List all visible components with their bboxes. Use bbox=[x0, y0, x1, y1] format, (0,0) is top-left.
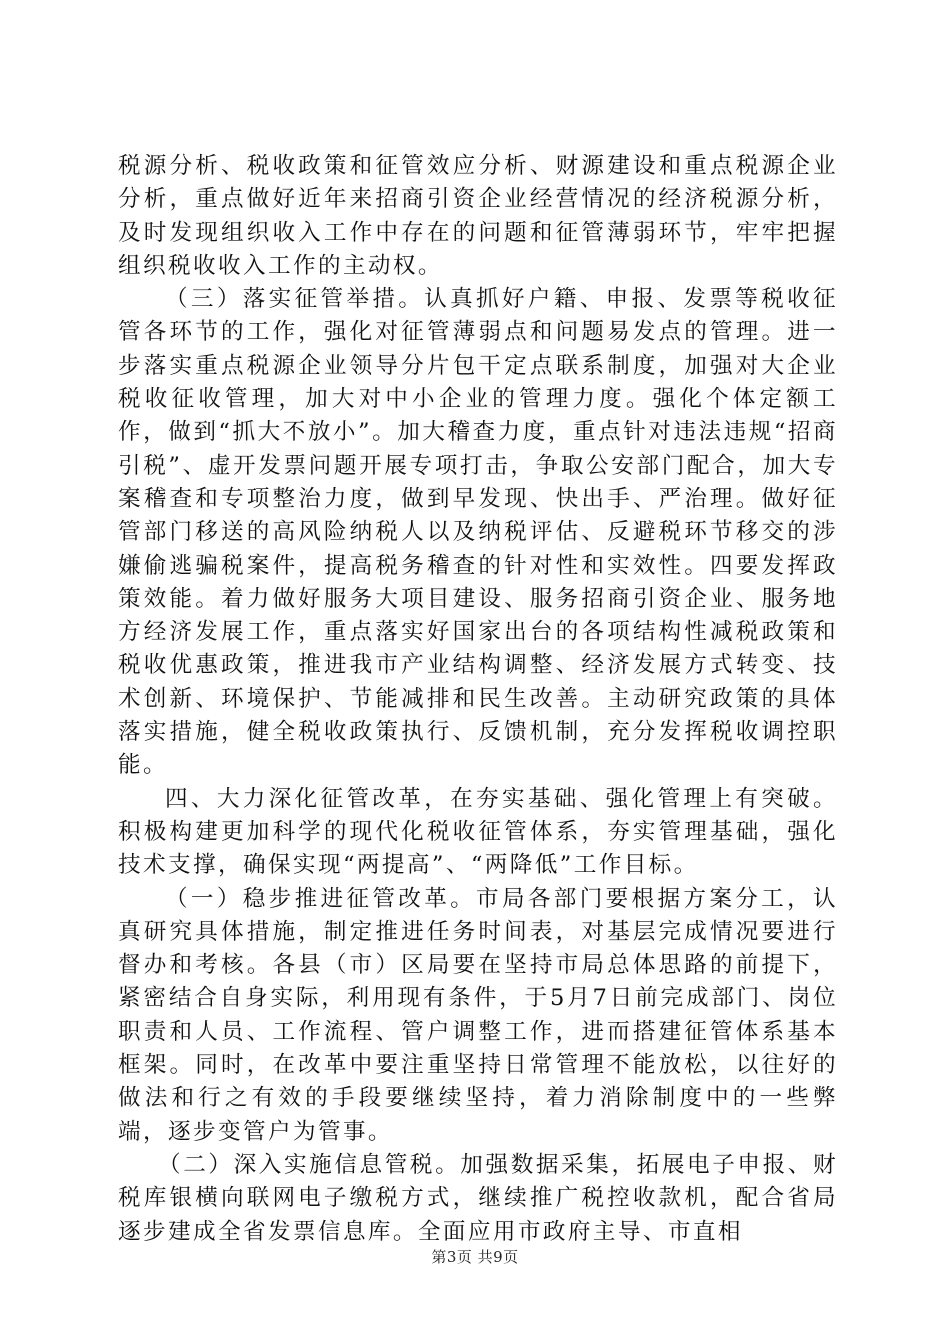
document-body bbox=[118, 150, 838, 1249]
paragraph-section-2: （二）深入实施信息管税。加强数据采集，拓展电子申报、财税库银横向联网电子缴税方式，继续推广税控收款机，配合省局逐步建成全省发票信息库。全面应用市政府主导、市直相 bbox=[118, 1151, 838, 1245]
page-footer: 第3页 共9页 bbox=[431, 1248, 519, 1266]
paragraph-continuation: 税源分析、税收政策和征管效应分析、财源建设和重点税源企业分析，重点做好近年来招商引资企业经营情况的经济税源分析，及时发现组织收入工作中存在的问题和征管薄弱环节，牢牢把握组织税收收入工作的主动权。 bbox=[118, 153, 838, 279]
paragraph-section-1: （一）稳步推进征管改革。市局各部门要根据方案分工，认真研究具体措施，制定推进任务时间表，对基层完成情况要进行督办和考核。各县（市）区局要在坚持市局总体思路的前提下，紧密结合自身实际，利用现有条件，于5月7日前完成部门、岗位职责和人员、工作流程、管户调整工作，进而搭建征管体系基本框架。同时，在改革中要注重坚持日常管理不能放松，以往好的做法和行之有效的手段要继续坚持，着力消除制度中的一些弊端，逐步变管户为管事。 bbox=[118, 885, 838, 1145]
paragraph-heading-4: 四、大力深化征管改革，在夯实基础、强化管理上有突破。积极构建更加科学的现代化税收征管体系，夯实管理基础，强化技术支撑，确保实现“两提高”、“两降低”工作目标。 bbox=[118, 785, 838, 879]
paragraph-section-3: （三）落实征管举措。认真抓好户籍、申报、发票等税收征管各环节的工作，强化对征管薄弱点和问题易发点的管理。进一步落实重点税源企业领导分片包干定点联系制度，加强对大企业税收征收管理，加大对中小企业的管理力度。强化个体定额工作，做到“抓大不放小”。加大稽查力度，重点针对违法违规“招商引税”、虚开发票问题开展专项打击，争取公安部门配合，加大专案稽查和专项整治力度，做到早发现、快出手、严治理。做好征管部门移送的高风险纳税人以及纳税评估、反避税环节移交的涉嫌偷逃骗税案件，提高税务稽查的针对性和实效性。四要发挥政策效能。着力做好服务大项目建设、服务招商引资企业、服务地方经济发展工作，重点落实好国家出台的各项结构性减税政策和税收优惠政策，推进我市产业结构调整、经济发展方式转变、技术创新、环境保护、节能减排和民生改善。主动研究政策的具体落实措施，健全税收政策执行、反馈机制，充分发挥税收调控职能。 bbox=[118, 286, 838, 779]
